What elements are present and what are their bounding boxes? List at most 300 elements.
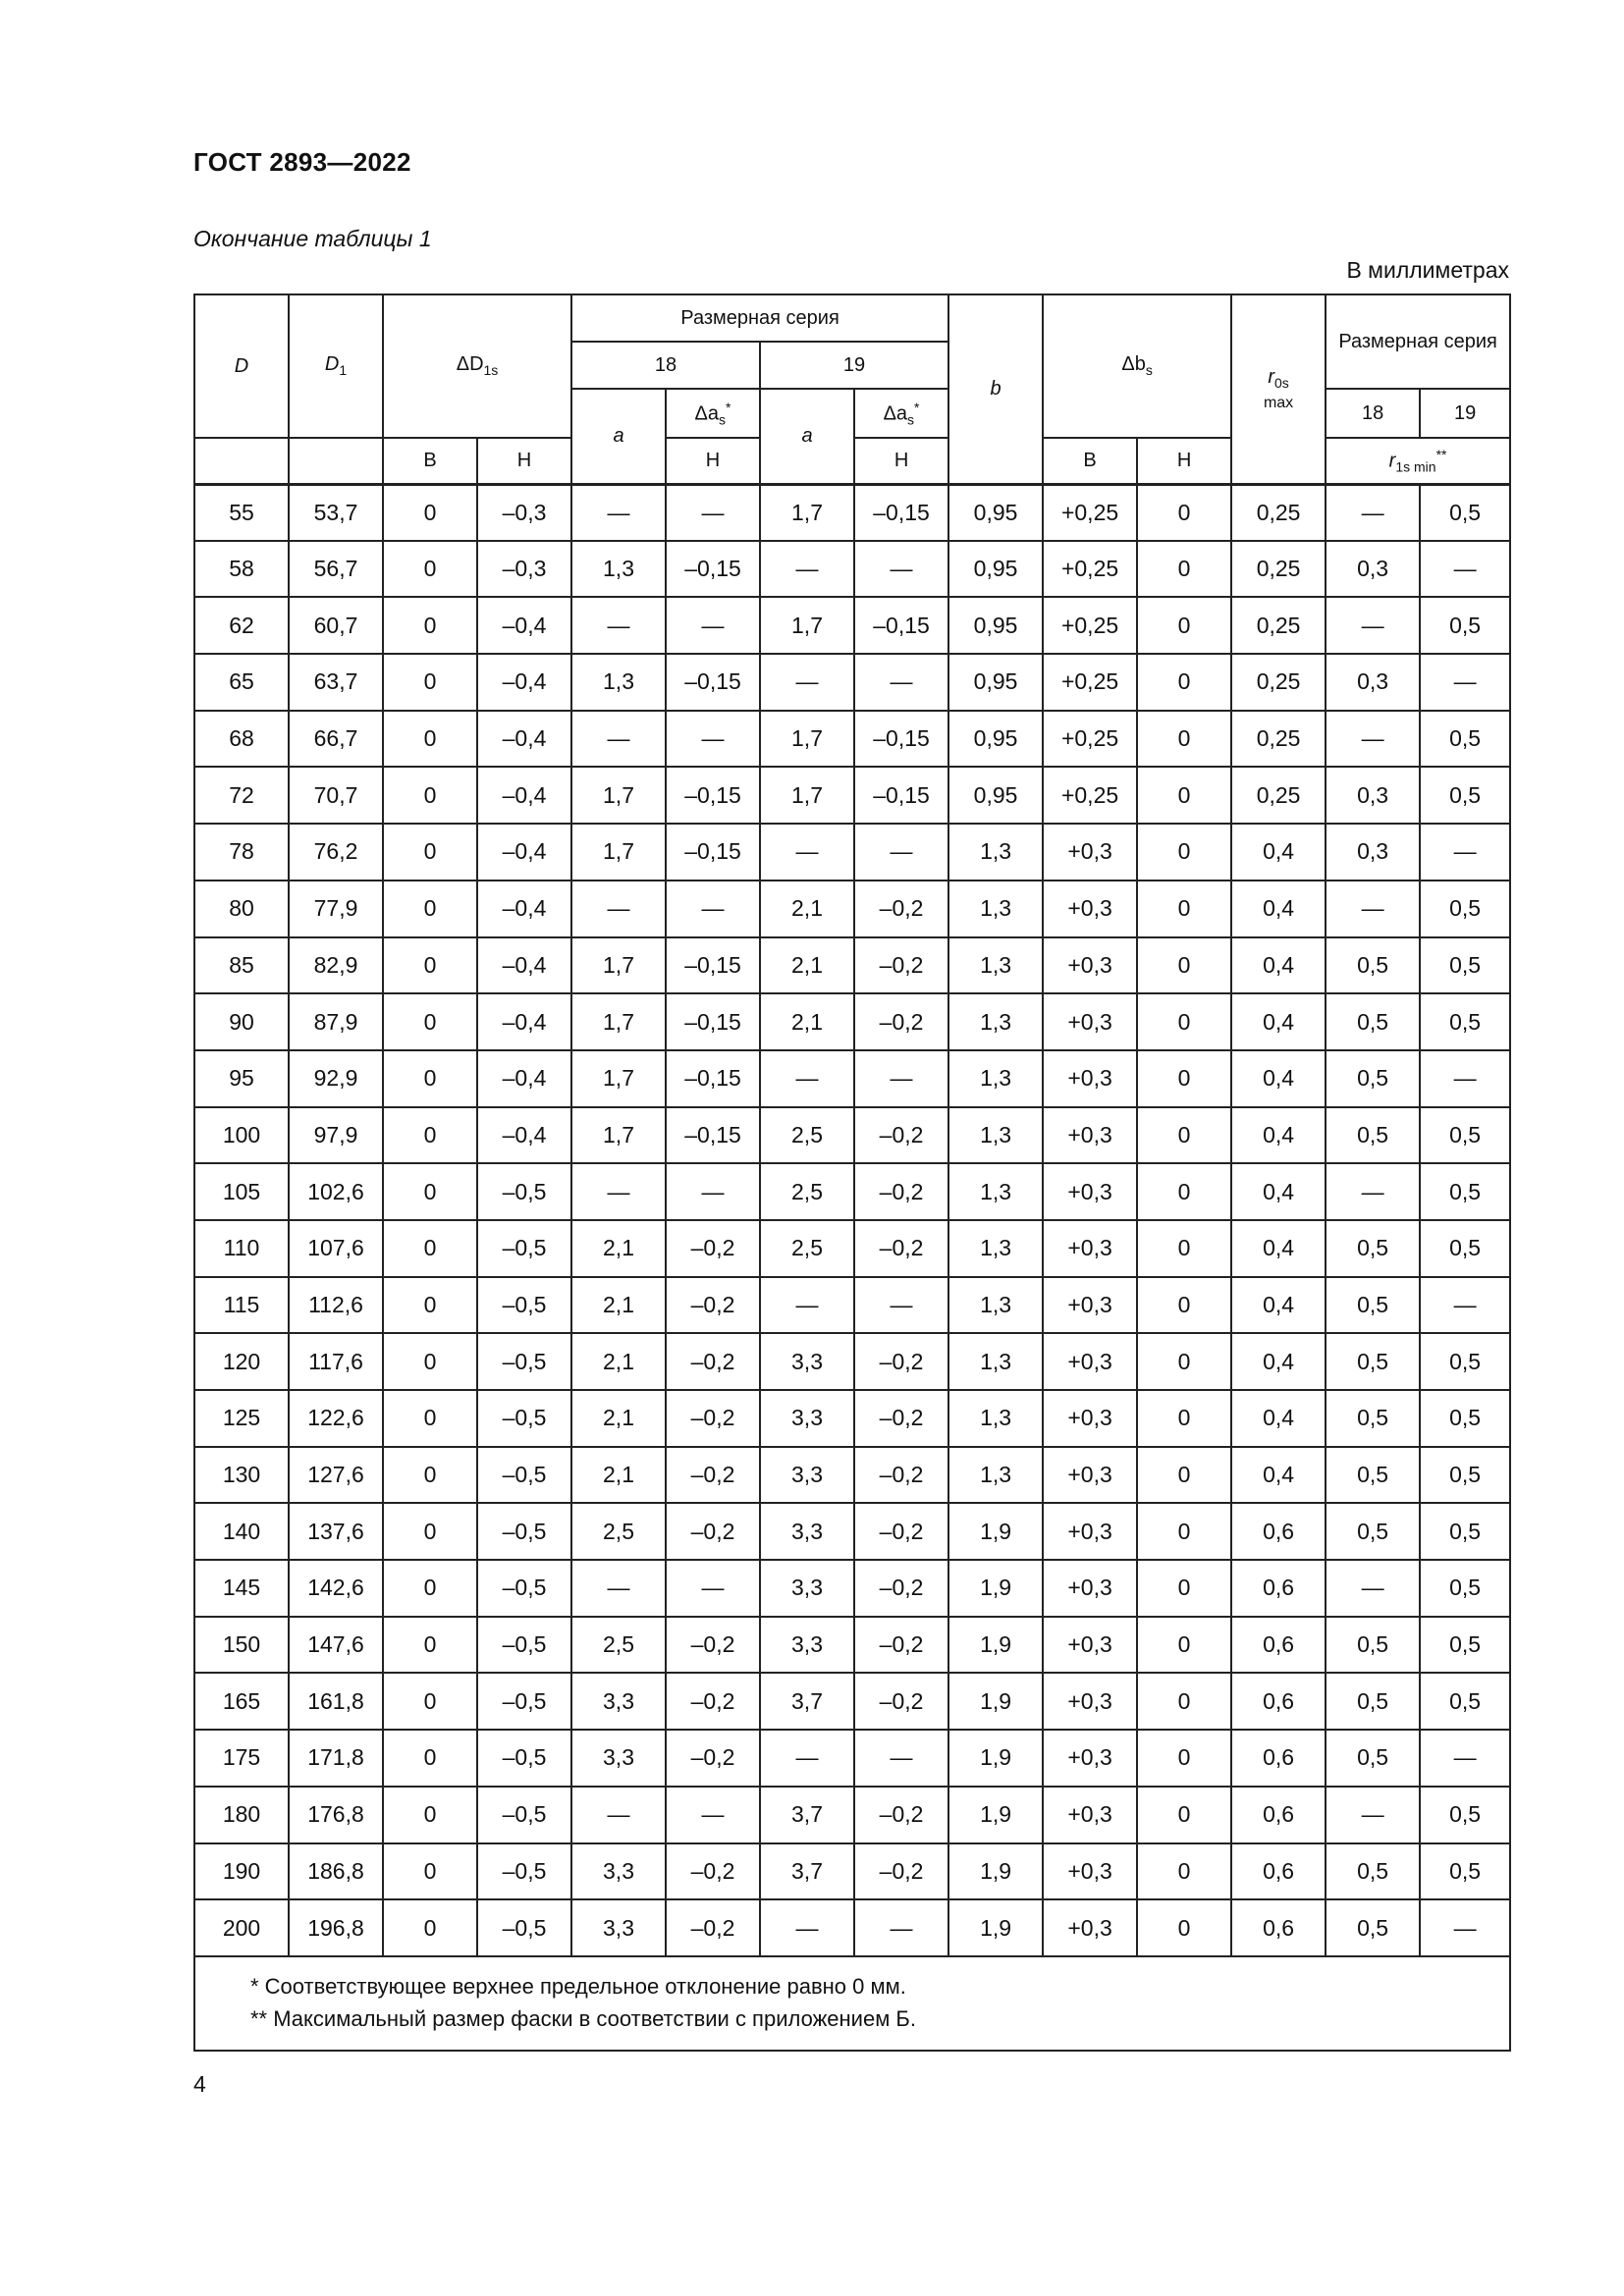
table-cell: –0,2 [854, 1617, 948, 1674]
table-cell: –0,2 [666, 1503, 760, 1560]
table-cell: 0,5 [1420, 1843, 1510, 1900]
table-cell: 53,7 [289, 484, 383, 541]
table-cell: 0 [1137, 1220, 1231, 1277]
table-cell: –0,2 [666, 1617, 760, 1674]
table-cell: –0,15 [666, 937, 760, 994]
table-cell: +0,3 [1043, 1730, 1137, 1787]
table-cell: 0,4 [1231, 937, 1326, 994]
table-cell: –0,5 [477, 1333, 571, 1390]
table-cell: +0,3 [1043, 881, 1137, 937]
table-cell: 130 [194, 1447, 289, 1504]
table-cell: –0,2 [854, 1390, 948, 1447]
table-cell: –0,2 [854, 1843, 948, 1900]
table-row [194, 993, 1510, 1050]
table-cell: 0,4 [1231, 1390, 1326, 1447]
table-header [194, 294, 1510, 484]
table-cell: 0 [1137, 1673, 1231, 1730]
table-body [194, 484, 1510, 1956]
table-cell: +0,3 [1043, 1220, 1137, 1277]
table-cell: 1,7 [571, 824, 666, 881]
table-cell: 117,6 [289, 1333, 383, 1390]
table-cell: 0,95 [948, 767, 1043, 824]
table-cell: +0,3 [1043, 1787, 1137, 1843]
table-cell: 1,7 [760, 767, 854, 824]
table-cell: 0,95 [948, 484, 1043, 541]
table-cell: 0 [1137, 824, 1231, 881]
table-cell: 0 [1137, 711, 1231, 768]
table-cell: –0,2 [854, 1220, 948, 1277]
table-cell: — [854, 654, 948, 711]
table-cell: 0 [383, 1220, 477, 1277]
table-cell: –0,4 [477, 767, 571, 824]
table-cell: 1,3 [948, 1163, 1043, 1220]
table-cell: 0,4 [1231, 1107, 1326, 1164]
bearing-dimensions-table [193, 294, 1511, 2052]
table-footnotes [194, 1956, 1510, 2051]
table-cell: +0,3 [1043, 1390, 1137, 1447]
table-cell: 0 [383, 1333, 477, 1390]
table-cell: –0,5 [477, 1277, 571, 1334]
table-cell: 2,5 [760, 1220, 854, 1277]
table-cell: — [666, 597, 760, 654]
table-cell: 1,7 [571, 1050, 666, 1107]
table-cell: — [666, 711, 760, 768]
table-cell: — [1420, 654, 1510, 711]
table-cell: 1,9 [948, 1843, 1043, 1900]
table-cell: 1,3 [571, 654, 666, 711]
table-cell: 2,5 [571, 1503, 666, 1560]
table-cell: 0 [383, 1560, 477, 1617]
table-cell: 2,1 [571, 1333, 666, 1390]
table-row [194, 1673, 1510, 1730]
table-cell: 2,5 [760, 1107, 854, 1164]
table-cell: 0,5 [1420, 1617, 1510, 1674]
table-cell: 3,7 [760, 1843, 854, 1900]
table-cell: 140 [194, 1503, 289, 1560]
table-cell: 0,3 [1326, 767, 1420, 824]
table-cell: –0,4 [477, 654, 571, 711]
table-cell: +0,25 [1043, 654, 1137, 711]
table-row [194, 1447, 1510, 1504]
table-cell: 0,4 [1231, 1220, 1326, 1277]
table-cell: –0,4 [477, 937, 571, 994]
header-b: b [948, 294, 1043, 484]
table-cell: 0 [383, 654, 477, 711]
table-cell: 1,7 [760, 597, 854, 654]
table-cell: 142,6 [289, 1560, 383, 1617]
table-cell: 82,9 [289, 937, 383, 994]
table-cell: +0,3 [1043, 1673, 1137, 1730]
table-cell: 63,7 [289, 654, 383, 711]
table-cell: +0,25 [1043, 597, 1137, 654]
table-cell: — [1326, 1787, 1420, 1843]
table-cell: 0 [1137, 1390, 1231, 1447]
table-cell: 0,3 [1326, 541, 1420, 598]
table-cell: –0,2 [666, 1220, 760, 1277]
table-cell: –0,15 [854, 767, 948, 824]
table-cell: 0,5 [1420, 993, 1510, 1050]
table-cell: 1,7 [571, 767, 666, 824]
table-cell: 3,3 [571, 1673, 666, 1730]
table-row [194, 541, 1510, 598]
table-cell: 0,6 [1231, 1899, 1326, 1956]
table-cell: — [760, 654, 854, 711]
table-cell: — [1326, 881, 1420, 937]
table-cell: 0,95 [948, 541, 1043, 598]
table-cell: 0,5 [1326, 1390, 1420, 1447]
table-cell: — [571, 1163, 666, 1220]
table-cell: 161,8 [289, 1673, 383, 1730]
table-cell: –0,15 [666, 654, 760, 711]
table-cell: –0,15 [666, 767, 760, 824]
table-cell: 2,5 [760, 1163, 854, 1220]
table-cell: –0,5 [477, 1899, 571, 1956]
header-a-18: a [571, 389, 666, 484]
table-cell: 0 [1137, 1333, 1231, 1390]
table-cell: 0,6 [1231, 1730, 1326, 1787]
table-cell: 0,5 [1420, 937, 1510, 994]
table-cell: — [760, 1050, 854, 1107]
table-cell: –0,15 [854, 711, 948, 768]
table-cell: 0 [383, 1899, 477, 1956]
table-cell: 1,3 [948, 824, 1043, 881]
table-cell: 165 [194, 1673, 289, 1730]
table-cell: 200 [194, 1899, 289, 1956]
table-cell: 0,5 [1326, 993, 1420, 1050]
table-cell: 1,7 [571, 993, 666, 1050]
table-cell: 3,7 [760, 1787, 854, 1843]
table-cell: 1,9 [948, 1503, 1043, 1560]
table-cell: 78 [194, 824, 289, 881]
table-cell: 0,3 [1326, 654, 1420, 711]
table-cell: 58 [194, 541, 289, 598]
table-cell: 1,9 [948, 1730, 1043, 1787]
table-cell: –0,15 [666, 1107, 760, 1164]
table-cell: 0 [383, 824, 477, 881]
table-cell: 105 [194, 1163, 289, 1220]
table-cell: 1,3 [948, 1050, 1043, 1107]
table-cell: 0 [1137, 993, 1231, 1050]
table-row [194, 1787, 1510, 1843]
table-cell: 0,5 [1420, 1447, 1510, 1504]
table-cell: 0,5 [1420, 1163, 1510, 1220]
table-cell: 3,3 [760, 1503, 854, 1560]
table-cell: 1,9 [948, 1673, 1043, 1730]
table-cell: 0,5 [1420, 1107, 1510, 1164]
table-cell: +0,3 [1043, 1277, 1137, 1334]
table-cell: 65 [194, 654, 289, 711]
table-cell: — [666, 1787, 760, 1843]
table-cell: 0 [1137, 541, 1231, 598]
table-row [194, 711, 1510, 768]
table-cell: 0 [383, 1107, 477, 1164]
table-cell: 0 [383, 1503, 477, 1560]
table-cell: 0 [1137, 1503, 1231, 1560]
table-cell: 112,6 [289, 1277, 383, 1334]
table-cell: –0,2 [666, 1899, 760, 1956]
table-cell: 0,5 [1420, 597, 1510, 654]
table-cell: –0,2 [854, 993, 948, 1050]
table-cell: 3,3 [571, 1730, 666, 1787]
table-cell: — [1420, 1899, 1510, 1956]
table-cell: 122,6 [289, 1390, 383, 1447]
header-D-upper [194, 438, 289, 484]
table-cell: 2,1 [571, 1447, 666, 1504]
table-cell: 70,7 [289, 767, 383, 824]
table-cell: 0 [1137, 484, 1231, 541]
table-cell: — [1326, 711, 1420, 768]
table-cell: –0,5 [477, 1617, 571, 1674]
table-cell: 0,5 [1326, 1333, 1420, 1390]
table-cell: 1,3 [948, 1333, 1043, 1390]
table-cell: 0,5 [1326, 1503, 1420, 1560]
table-cell: –0,15 [854, 597, 948, 654]
table-cell: –0,15 [666, 541, 760, 598]
table-cell: 0,5 [1326, 1843, 1420, 1900]
table-cell: +0,3 [1043, 1163, 1137, 1220]
table-cell: +0,3 [1043, 937, 1137, 994]
table-cell: –0,5 [477, 1843, 571, 1900]
table-cell: — [854, 824, 948, 881]
table-cell: –0,15 [666, 824, 760, 881]
table-cell: 1,7 [571, 937, 666, 994]
table-cell: 1,9 [948, 1899, 1043, 1956]
table-cell: 0,5 [1326, 1107, 1420, 1164]
table-cell: –0,5 [477, 1560, 571, 1617]
table-cell: 0 [383, 1730, 477, 1787]
table-cell: –0,2 [666, 1673, 760, 1730]
table-row [194, 1730, 1510, 1787]
table-cell: 0 [1137, 767, 1231, 824]
table-cell: –0,5 [477, 1673, 571, 1730]
table-cell: 1,3 [948, 881, 1043, 937]
table-cell: +0,3 [1043, 1617, 1137, 1674]
table-cell: 0,6 [1231, 1843, 1326, 1900]
table-cell: — [1420, 1730, 1510, 1787]
table-cell: — [1326, 597, 1420, 654]
table-cell: 107,6 [289, 1220, 383, 1277]
table-row [194, 1220, 1510, 1277]
table-cell: –0,2 [854, 937, 948, 994]
table-cell: 1,3 [948, 993, 1043, 1050]
table-cell: 0,4 [1231, 1277, 1326, 1334]
table-cell: 0,5 [1420, 1390, 1510, 1447]
table-cell: — [854, 1899, 948, 1956]
table-row [194, 654, 1510, 711]
table-cell: 2,5 [571, 1617, 666, 1674]
table-cell: 1,3 [571, 541, 666, 598]
table-cell: 190 [194, 1843, 289, 1900]
table-cell: — [1326, 1163, 1420, 1220]
table-cell: 66,7 [289, 711, 383, 768]
table-cell: 0,5 [1326, 1277, 1420, 1334]
table-cell: — [1326, 484, 1420, 541]
table-cell: — [760, 541, 854, 598]
table-cell: 0,3 [1326, 824, 1420, 881]
table-cell: 0,5 [1420, 1333, 1510, 1390]
table-cell: 95 [194, 1050, 289, 1107]
table-cell: 0,5 [1420, 711, 1510, 768]
table-cell: 0 [1137, 1107, 1231, 1164]
table-cell: 0,25 [1231, 484, 1326, 541]
table-cell: 0,4 [1231, 1447, 1326, 1504]
table-row [194, 1333, 1510, 1390]
table-cell: 196,8 [289, 1899, 383, 1956]
table-cell: 0 [383, 937, 477, 994]
header-delta-D1s-V: В [383, 438, 477, 484]
table-cell: 1,3 [948, 1390, 1043, 1447]
table-cell: 3,3 [760, 1617, 854, 1674]
table-cell: 0,95 [948, 654, 1043, 711]
table-cell: 0,25 [1231, 711, 1326, 768]
table-cell: 0 [383, 1843, 477, 1900]
table-cell: 85 [194, 937, 289, 994]
table-cell: 180 [194, 1787, 289, 1843]
table-cell: 92,9 [289, 1050, 383, 1107]
table-cell: 147,6 [289, 1617, 383, 1674]
table-cell: 3,3 [760, 1560, 854, 1617]
table-cell: +0,25 [1043, 711, 1137, 768]
table-cell: 0,5 [1326, 1673, 1420, 1730]
table-cell: –0,2 [854, 1560, 948, 1617]
table-cell: –0,4 [477, 1107, 571, 1164]
table-cell: 80 [194, 881, 289, 937]
table-cell: — [571, 597, 666, 654]
document-id: ГОСТ 2893—2022 [193, 147, 411, 177]
table-cell: 1,3 [948, 1447, 1043, 1504]
table-cell: +0,3 [1043, 1843, 1137, 1900]
table-cell: 176,8 [289, 1787, 383, 1843]
table-cell: 0 [1137, 937, 1231, 994]
table-cell: –0,3 [477, 541, 571, 598]
table-cell: 102,6 [289, 1163, 383, 1220]
table-row [194, 484, 1510, 541]
table-cell: 0 [1137, 1277, 1231, 1334]
footnote-2: ** Максимальный размер фаски в соответствии с приложением Б. [250, 2005, 916, 2031]
table-cell: — [760, 824, 854, 881]
table-row [194, 937, 1510, 994]
table-cell: 3,3 [571, 1899, 666, 1956]
header-a-19: a [760, 389, 854, 484]
header-col-19: 19 [1420, 389, 1510, 438]
table-cell: –0,5 [477, 1447, 571, 1504]
table-cell: 1,3 [948, 1107, 1043, 1164]
table-cell: +0,3 [1043, 993, 1137, 1050]
header-size-series: Размерная серия [571, 294, 948, 342]
table-cell: –0,15 [666, 1050, 760, 1107]
table-cell: 0,6 [1231, 1787, 1326, 1843]
table-cell: 137,6 [289, 1503, 383, 1560]
table-cell: +0,3 [1043, 1050, 1137, 1107]
table-cell: — [854, 541, 948, 598]
table-cell: — [760, 1899, 854, 1956]
table-row [194, 1163, 1510, 1220]
table-cell: –0,4 [477, 824, 571, 881]
table-cell: –0,5 [477, 1503, 571, 1560]
table-cell: — [854, 1730, 948, 1787]
table-cell: –0,4 [477, 1050, 571, 1107]
header-r1s-min: $r_{1s min}^{**}$ [1326, 438, 1510, 484]
table-cell: 3,7 [760, 1673, 854, 1730]
table-cell: –0,5 [477, 1163, 571, 1220]
table-cell: –0,2 [666, 1333, 760, 1390]
table-cell: –0,2 [854, 1503, 948, 1560]
table-cell: 0,5 [1326, 937, 1420, 994]
table-cell: –0,4 [477, 711, 571, 768]
table-cell: –0,2 [854, 1107, 948, 1164]
table-row [194, 1899, 1510, 1956]
table-cell: 3,3 [760, 1447, 854, 1504]
table-cell: +0,3 [1043, 1333, 1137, 1390]
table-cell: 76,2 [289, 824, 383, 881]
table-cell: –0,2 [666, 1447, 760, 1504]
table-cell: 0 [383, 1447, 477, 1504]
table-cell: 0,4 [1231, 1333, 1326, 1390]
table-cell: — [1326, 1560, 1420, 1617]
table-row [194, 1503, 1510, 1560]
header-D1: $D_1$ [289, 294, 383, 438]
table-cell: 115 [194, 1277, 289, 1334]
table-cell: 175 [194, 1730, 289, 1787]
table-cell: 2,1 [571, 1277, 666, 1334]
table-cell: 0 [383, 1390, 477, 1447]
table-cell: –0,4 [477, 993, 571, 1050]
header-delta-bs-V: В [1043, 438, 1137, 484]
table-cell: 186,8 [289, 1843, 383, 1900]
table-cell: — [666, 484, 760, 541]
table-cell: 110 [194, 1220, 289, 1277]
table-cell: 0 [1137, 1560, 1231, 1617]
table-cell: 1,9 [948, 1560, 1043, 1617]
header-delta-as-19-N: Н [854, 438, 948, 484]
table-cell: 72 [194, 767, 289, 824]
table-cell: 0,25 [1231, 767, 1326, 824]
table-cell: +0,3 [1043, 1503, 1137, 1560]
table-cell: 1,3 [948, 937, 1043, 994]
table-cell: 68 [194, 711, 289, 768]
table-row [194, 824, 1510, 881]
header-delta-bs: $\Delta b_s$ [1043, 294, 1231, 438]
header-D1-upper [289, 438, 383, 484]
table-cell: 0,5 [1420, 1787, 1510, 1843]
table-cell: 0 [1137, 1617, 1231, 1674]
table-row [194, 1050, 1510, 1107]
table-cell: 0,4 [1231, 824, 1326, 881]
table-cell: 0,5 [1326, 1050, 1420, 1107]
table-cell: 0,5 [1326, 1447, 1420, 1504]
header-series-19: 19 [760, 342, 948, 389]
table-cell: — [1420, 1277, 1510, 1334]
table-caption: Окончание таблицы 1 [193, 226, 432, 251]
table-cell: 0 [383, 1617, 477, 1674]
table-cell: –0,5 [477, 1730, 571, 1787]
table-cell: –0,4 [477, 881, 571, 937]
header-delta-D1s: $\Delta D_{1s}$ [383, 294, 571, 438]
table-cell: 0 [383, 541, 477, 598]
table-row [194, 1277, 1510, 1334]
table-cell: 0 [383, 1787, 477, 1843]
footnote-1: * Соответствующее верхнее предельное отклонение равно 0 мм. [250, 1973, 906, 1999]
table-cell: — [666, 1560, 760, 1617]
table-cell: 1,7 [571, 1107, 666, 1164]
table-cell: +0,3 [1043, 1899, 1137, 1956]
table-cell: 3,3 [571, 1843, 666, 1900]
table-cell: –0,4 [477, 597, 571, 654]
table-cell: 87,9 [289, 993, 383, 1050]
table-row [194, 767, 1510, 824]
table-cell: 2,1 [760, 937, 854, 994]
table-cell: 3,3 [760, 1390, 854, 1447]
